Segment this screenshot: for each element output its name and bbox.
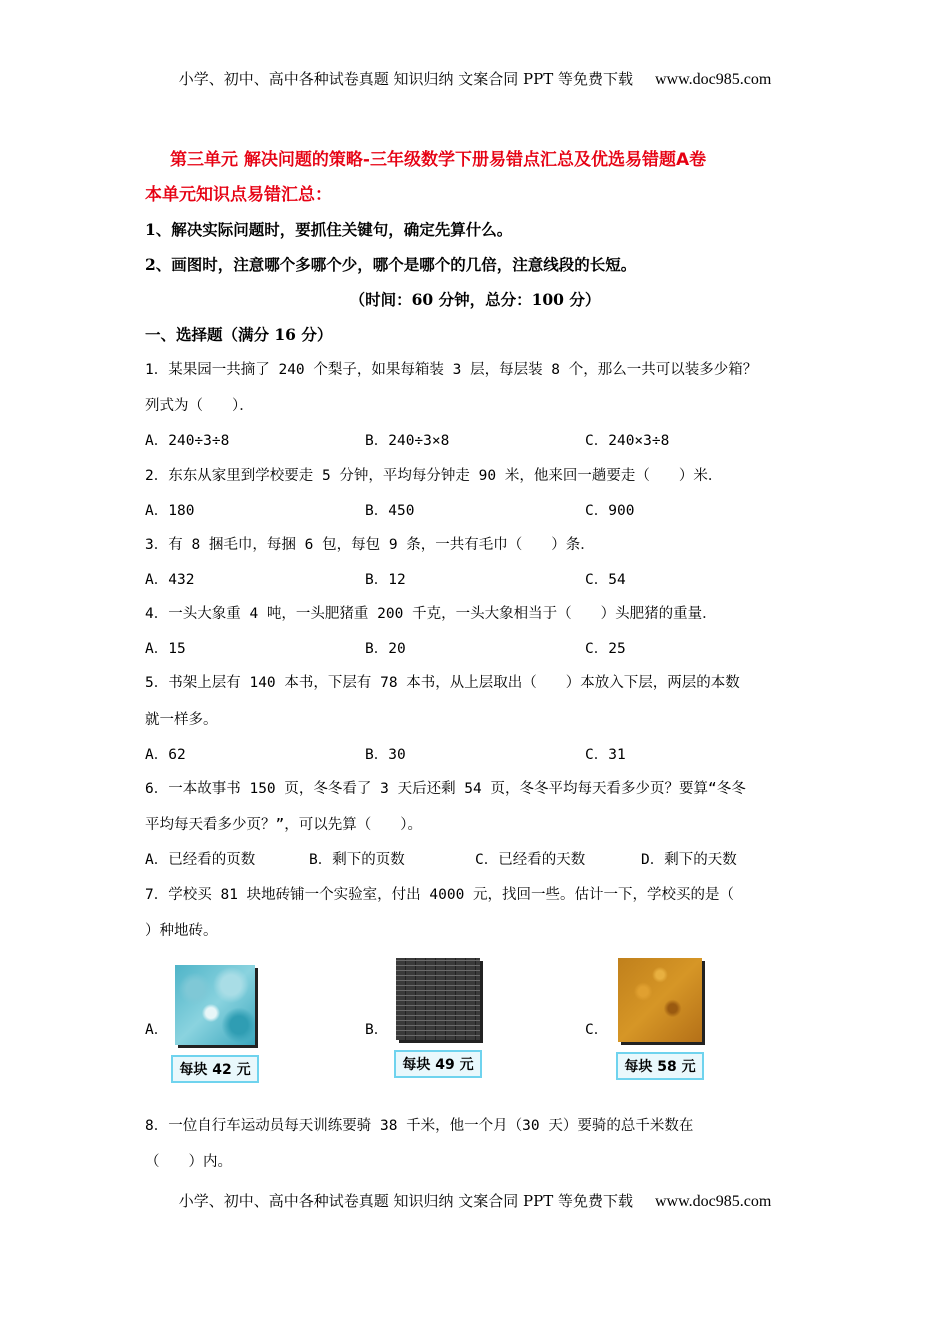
orange-granite-tile-image [618, 958, 702, 1042]
question-1-line-1: 1．某果园一共摘了 240 个梨子，如果每箱装 3 层，每层装 8 个，那么一共可以装多少箱？ [145, 362, 758, 378]
header-text: 小学、初中、高中各种试卷真题 知识归纳 文案合同 PPT 等免费下载 [178, 70, 633, 88]
question-2-line-1: 2．东东从家里到学校要走 5 分钟，平均每分钟走 90 米，他来回一趟要走（ ）米． [145, 468, 723, 484]
q2-option-b[interactable]: B．450 [365, 503, 415, 519]
question-7-line-2: ）种地砖。 [145, 923, 218, 939]
section-heading: 一、选择题（满分 16 分） [145, 325, 333, 344]
q6-option-c[interactable]: C．已经看的天数 [475, 852, 586, 868]
q7-option-a-tile[interactable] [165, 965, 265, 1083]
page-footer [0, 1190, 950, 1211]
document-title: 第三单元 解决问题的策略-三年级数学下册易错点汇总及优选易错题A卷 [170, 150, 707, 170]
q4-option-a[interactable]: A．15 [145, 641, 186, 657]
question-7-line-1: 7．学校买 81 块地砖铺一个实验室，付出 4000 元，找回一些。估计一下，学校买的是（ [145, 887, 735, 903]
question-6-line-2: 平均每天看多少页？”，可以先算（ ）。 [145, 817, 422, 833]
q7-option-c-label[interactable]: C． [585, 1022, 609, 1038]
q5-option-a[interactable]: A．62 [145, 747, 186, 763]
q6-option-d[interactable]: D．剩下的天数 [641, 852, 737, 868]
footer-site-link[interactable]: www.doc985.com [654, 1193, 772, 1210]
question-6-line-1: 6．一本故事书 150 页，冬冬看了 3 天后还剩 54 页，冬冬平均每天看多少页？要算“冬冬 [145, 781, 746, 797]
dark-woven-tile-image [396, 958, 480, 1040]
q5-option-b[interactable]: B．30 [365, 747, 406, 763]
price-tag: 每块 49 元 [394, 1050, 481, 1078]
question-5-line-2: 就一样多。 [145, 712, 218, 728]
q3-option-a[interactable]: A．432 [145, 572, 195, 588]
q4-option-b[interactable]: B．20 [365, 641, 406, 657]
q6-option-a[interactable]: A．已经看的页数 [145, 852, 256, 868]
footer-text: 小学、初中、高中各种试卷真题 知识归纳 文案合同 PPT 等免费下载 [178, 1192, 633, 1210]
q7-option-c-tile[interactable] [610, 958, 710, 1080]
q2-option-c[interactable]: C．900 [585, 503, 635, 519]
question-5-line-1: 5．书架上层有 140 本书，下层有 78 本书，从上层取出（ ）本放入下层，两层的本数 [145, 675, 740, 691]
question-8-line-2: （ ）内。 [145, 1154, 232, 1170]
q1-option-b[interactable]: B．240÷3×8 [365, 433, 450, 449]
q7-option-b-tile[interactable] [388, 958, 488, 1078]
q3-option-c[interactable]: C．54 [585, 572, 626, 588]
question-8-line-1: 8．一位自行车运动员每天训练要骑 38 千米，他一个月（30 天）要骑的总千米数在 [145, 1118, 694, 1134]
q6-option-b[interactable]: B．剩下的页数 [309, 852, 405, 868]
q4-option-c[interactable]: C．25 [585, 641, 626, 657]
tip-2: 2、画图时，注意哪个多哪个少，哪个是哪个的几倍，注意线段的长短。 [145, 255, 637, 274]
q7-option-a-label[interactable]: A． [145, 1022, 169, 1038]
question-4-line-1: 4．一头大象重 4 吨，一头肥猪重 200 千克，一头大象相当于（ ）头肥猪的重量． [145, 606, 717, 622]
q2-option-a[interactable]: A．180 [145, 503, 195, 519]
exam-info: （时间：60 分钟，总分：100 分） [349, 290, 601, 309]
blue-marble-tile-image [175, 965, 255, 1045]
price-tag: 每块 58 元 [616, 1052, 703, 1080]
q3-option-b[interactable]: B．12 [365, 572, 406, 588]
summary-heading: 本单元知识点易错汇总： [145, 185, 332, 205]
q7-option-b-label[interactable]: B． [365, 1022, 389, 1038]
question-3-line-1: 3．有 8 捆毛巾，每捆 6 包，每包 9 条，一共有毛巾（ ）条． [145, 537, 595, 553]
question-1-line-2: 列式为（ ）． [145, 398, 254, 414]
q5-option-c[interactable]: C．31 [585, 747, 626, 763]
header-site-link[interactable]: www.doc985.com [654, 71, 772, 88]
q1-option-a[interactable]: A．240÷3÷8 [145, 433, 230, 449]
price-tag: 每块 42 元 [171, 1055, 258, 1083]
tip-1: 1、解决实际问题时，要抓住关键句，确定先算什么。 [145, 220, 513, 239]
q1-option-c[interactable]: C．240×3÷8 [585, 433, 670, 449]
page-header [0, 68, 950, 89]
